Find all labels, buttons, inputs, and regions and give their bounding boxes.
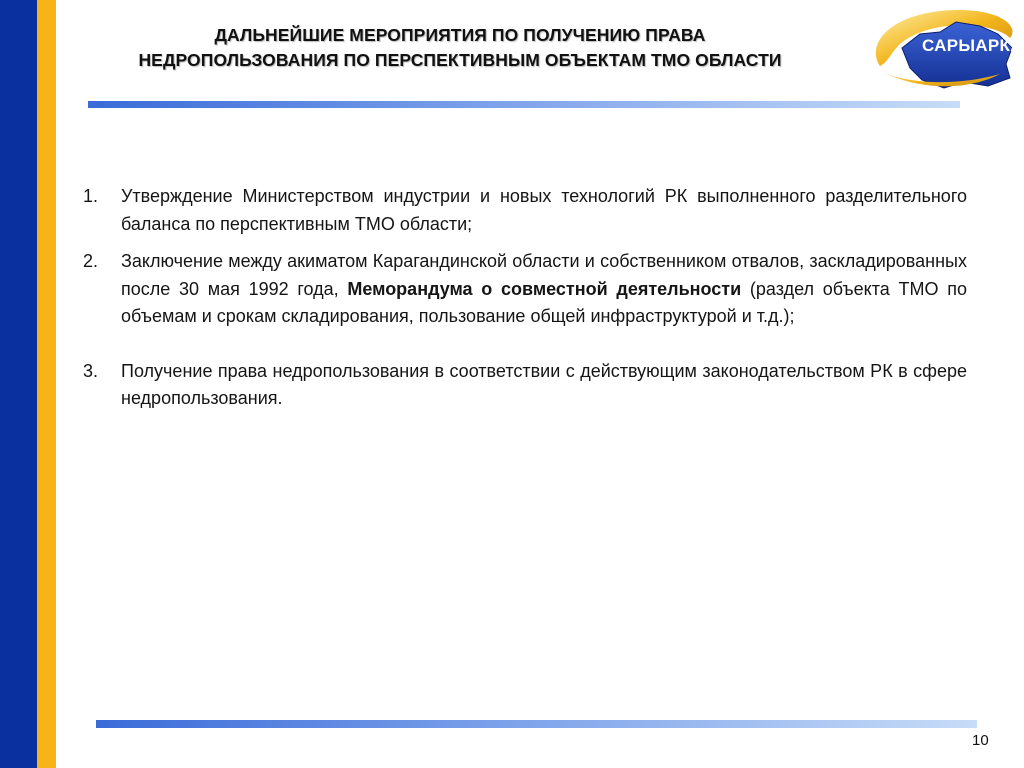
logo-text: САРЫАРКА	[922, 36, 1023, 55]
bold-segment: Меморандума о совместной деятельности	[347, 278, 742, 299]
numbered-list	[83, 183, 967, 413]
list-item-number: 1.	[83, 186, 99, 206]
list-item-text	[121, 248, 967, 331]
title-line-2: НЕДРОПОЛЬЗОВАНИЯ ПО ПЕРСПЕКТИВНЫМ ОБЪЕКТАМ ТМО ОБЛАСТИ	[138, 50, 782, 70]
text-segment: Заключение между акиматом Карагандинской области и собственником отвалов, заскладированных после 30 мая 1992 года,	[121, 251, 967, 299]
text-segment: (раздел объекта ТМО по объемам и срокам складирования, пользование общей инфраструктурой и т.д.);	[121, 278, 967, 326]
top-divider	[88, 101, 960, 108]
left-blue-stripe	[0, 0, 37, 768]
bottom-divider	[96, 720, 977, 728]
list-item-text: Получение права недропользования в соответствии с действующим законодательством РК в сфере недропользования.	[121, 360, 967, 408]
page-number: 10	[972, 732, 989, 749]
list-item	[83, 358, 967, 413]
list-item	[83, 183, 967, 238]
list-item-number: 3.	[83, 360, 99, 381]
list-item	[83, 248, 967, 331]
list-item-number: 2.	[83, 251, 99, 271]
list-item-text: Утверждение Министерством индустрии и новых технологий РК выполненного разделительного баланса по перспективным ТМО области;	[121, 186, 967, 234]
title-line-1: ДАЛЬНЕЙШИЕ МЕРОПРИЯТИЯ ПО ПОЛУЧЕНИЮ ПРАВА	[214, 25, 706, 45]
left-yellow-stripe	[37, 0, 56, 768]
slide-title	[60, 23, 860, 73]
